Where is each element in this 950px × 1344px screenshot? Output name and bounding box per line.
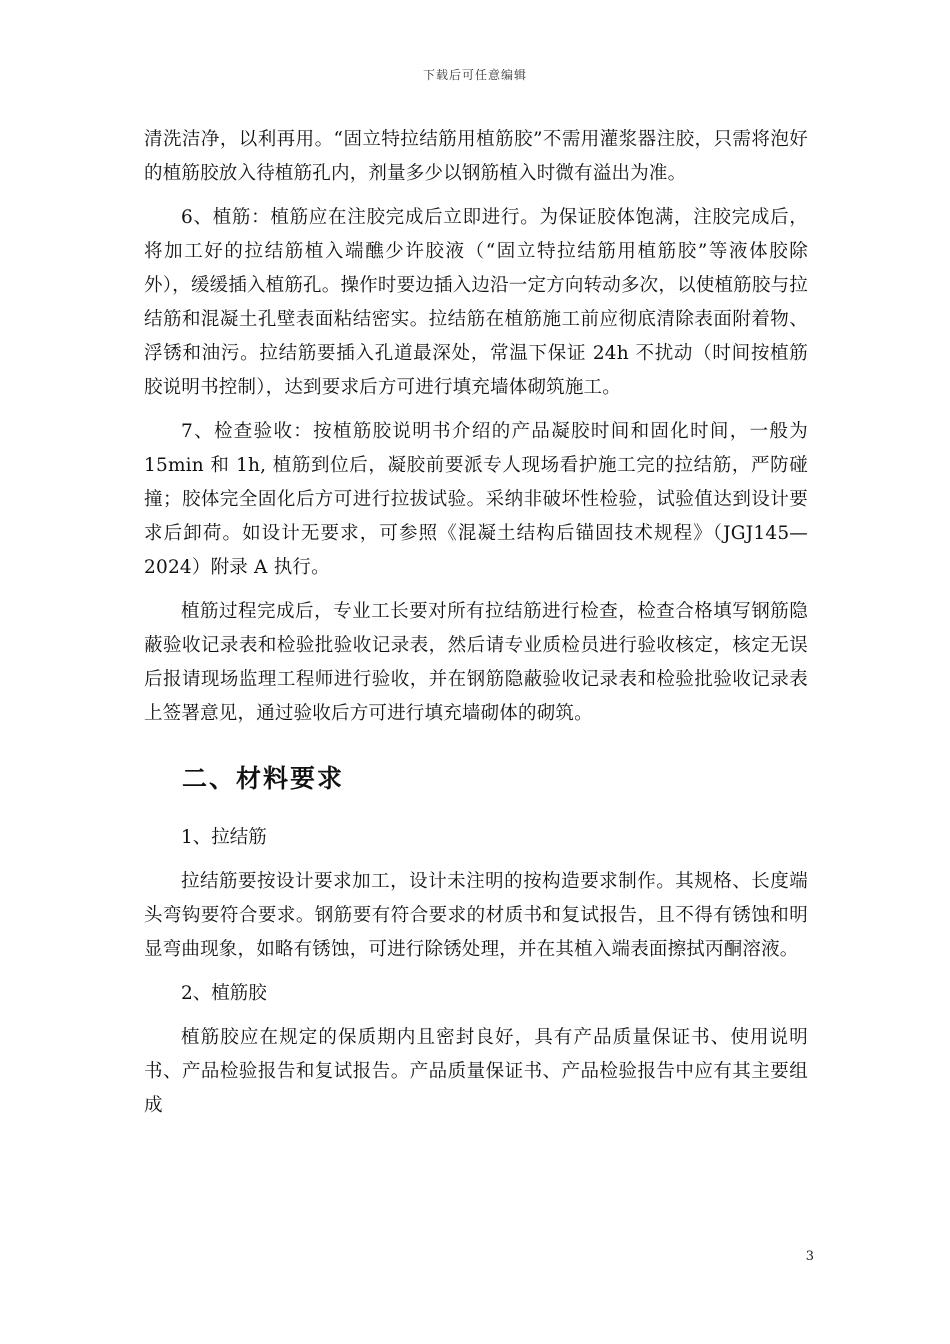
subheading-tie-bar: 1、拉结筋 bbox=[181, 827, 267, 848]
paragraph-step-6: 6、植筋：植筋应在注胶完成后立即进行。为保证胶体饱满，注胶完成后，将加工好的拉结筋植入端醮少许胶液（“固立特拉结筋用植筋胶”等液体胶除外），缓缓插入植筋孔。操作时要边插入边沿一定方向转动多次，以使植筋胶与拉结筋和混凝土孔壁表面粘结密实。拉结筋在植筋施工前应彻底清除表面附着物、浮锈和油污。拉结筋要插入孔道最深处，常温下保证 24h 不扰动（时间按植筋胶说明书控制），达到要求后方可进行填充墙体砌筑施工。 bbox=[144, 207, 808, 398]
paragraph-step-7: 7、检查验收：按植筋胶说明书介绍的产品凝胶时间和固化时间，一般为 15min 和 1h, 植筋到位后，凝胶前要派专人现场看护施工完的拉结筋，严防碰撞；胶体完全固化后方可进行拉拔试验。采纳非破坏性检验，试验值达到设计要求后卸荷。如设计无要求，可参照《混凝土结构后锚固技术规程》（JGJ145—2024）附录 A 执行。 bbox=[144, 421, 808, 578]
subheading-adhesive: 2、植筋胶 bbox=[181, 983, 267, 1004]
document-body bbox=[144, 123, 808, 1133]
paragraph-tie-bar: 拉结筋要按设计要求加工，设计未注明的按构造要求制作。其规格、长度端头弯钩要符合要求。钢筋要有符合要求的材质书和复试报告，且不得有锈蚀和明显弯曲现象，如略有锈蚀，可进行除锈处理，并在其植入端表面擦拭丙酮溶液。 bbox=[144, 871, 808, 960]
section-heading: 二、材料要求 bbox=[182, 764, 345, 793]
paragraph-adhesive: 植筋胶应在规定的保质期内且密封良好，具有产品质量保证书、使用说明书、产品检验报告和复试报告。产品质量保证书、产品检验报告中应有其主要组成 bbox=[144, 1027, 808, 1116]
page-number: 3 bbox=[805, 1249, 814, 1264]
page-header: 下载后可任意编辑 bbox=[422, 68, 527, 82]
paragraph-inspection: 植筋过程完成后，专业工长要对所有拉结筋进行检查，检查合格填写钢筋隐蔽验收记录表和检验批验收记录表，然后请专业质检员进行验收核定，核定无误后报请现场监理工程师进行验收，并在钢筋隐蔽验收记录表和检验批验收记录表上签署意见，通过验收后方可进行填充墙砌体的砌筑。 bbox=[144, 601, 808, 724]
paragraph-continuation: 清洗洁净，以利再用。“固立特拉结筋用植筋胶”不需用灌浆器注胶，只需将泡好的植筋胶放入待植筋孔内，剂量多少以钢筋植入时微有溢出为准。 bbox=[144, 129, 808, 184]
